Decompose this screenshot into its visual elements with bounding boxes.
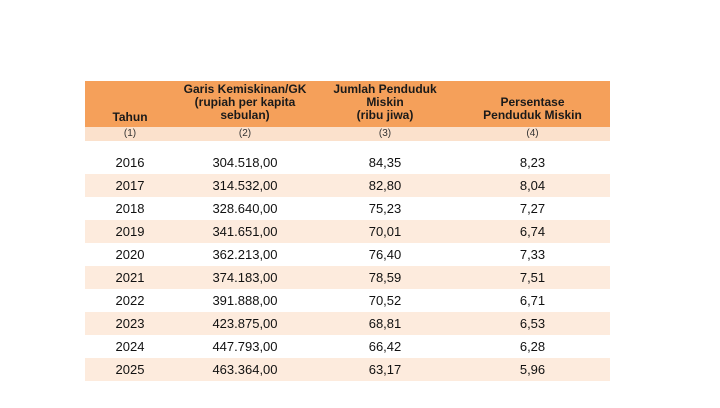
cell-poor-percentage: 5,96 xyxy=(519,362,546,377)
cell-poor-percentage: 7,33 xyxy=(519,247,546,262)
column-number: (2) xyxy=(238,128,252,139)
cell-year: 2023 xyxy=(115,316,145,331)
cell-poor-population: 76,40 xyxy=(368,247,402,262)
cell-poor-percentage: 8,23 xyxy=(519,155,546,170)
cell-year: 2025 xyxy=(115,362,145,377)
column-number: (1) xyxy=(123,128,137,139)
cell-poor-percentage: 7,27 xyxy=(519,201,546,216)
cell-poor-percentage: 6,28 xyxy=(519,339,546,354)
header-poverty-line: Garis Kemiskinan/GK (rupiah per kapita sebulan) xyxy=(183,82,307,122)
cell-poor-population: 70,52 xyxy=(368,293,402,308)
header-year: Tahun xyxy=(112,110,148,124)
cell-poverty-line: 314.532,00 xyxy=(212,178,278,193)
cell-poverty-line: 362.213,00 xyxy=(212,247,278,262)
cell-poverty-line: 423.875,00 xyxy=(212,316,278,331)
cell-year: 2017 xyxy=(115,178,145,193)
cell-poor-percentage: 7,51 xyxy=(519,270,546,285)
cell-poor-population: 78,59 xyxy=(368,270,402,285)
table-row xyxy=(85,358,610,381)
table-row xyxy=(85,266,610,289)
cell-poor-population: 70,01 xyxy=(368,224,402,239)
cell-poor-population: 63,17 xyxy=(368,362,402,377)
cell-poor-percentage: 6,71 xyxy=(519,293,546,308)
cell-poverty-line: 304.518,00 xyxy=(212,155,278,170)
table-row xyxy=(85,312,610,335)
table-row xyxy=(85,335,610,358)
cell-year: 2016 xyxy=(115,155,145,170)
cell-poor-population: 75,23 xyxy=(368,201,402,216)
cell-poverty-line: 374.183,00 xyxy=(212,270,278,285)
table-row xyxy=(85,174,610,197)
column-number: (4) xyxy=(526,128,539,139)
cell-year: 2024 xyxy=(115,339,145,354)
cell-poor-population: 82,80 xyxy=(368,178,402,193)
cell-poverty-line: 463.364,00 xyxy=(212,362,278,377)
cell-poor-percentage: 6,74 xyxy=(519,224,546,239)
table-row xyxy=(85,197,610,220)
cell-poor-population: 68,81 xyxy=(368,316,402,331)
cell-poverty-line: 391.888,00 xyxy=(212,293,278,308)
cell-poverty-line: 341.651,00 xyxy=(212,224,278,239)
cell-poor-percentage: 6,53 xyxy=(519,316,546,331)
cell-poor-percentage: 8,04 xyxy=(519,178,546,193)
cell-year: 2018 xyxy=(115,201,145,216)
table-row xyxy=(85,220,610,243)
poverty-table xyxy=(85,81,610,381)
cell-year: 2020 xyxy=(115,247,145,262)
table-header xyxy=(85,81,610,127)
column-number: (3) xyxy=(378,128,392,139)
cell-year: 2019 xyxy=(115,224,145,239)
cell-poverty-line: 447.793,00 xyxy=(212,339,278,354)
cell-year: 2022 xyxy=(115,293,145,308)
cell-poverty-line: 328.640,00 xyxy=(212,201,278,216)
cell-poor-population: 84,35 xyxy=(368,155,402,170)
cell-year: 2021 xyxy=(115,270,145,285)
table-row xyxy=(85,243,610,266)
table-row xyxy=(85,289,610,312)
header-poor-population: Jumlah Penduduk Miskin (ribu jiwa) xyxy=(333,82,437,122)
header-spacer xyxy=(85,141,610,151)
cell-poor-population: 66,42 xyxy=(368,339,402,354)
table-row xyxy=(85,151,610,174)
header-poor-percentage: Persentase Penduduk Miskin xyxy=(483,95,582,122)
column-number-row xyxy=(85,127,610,141)
